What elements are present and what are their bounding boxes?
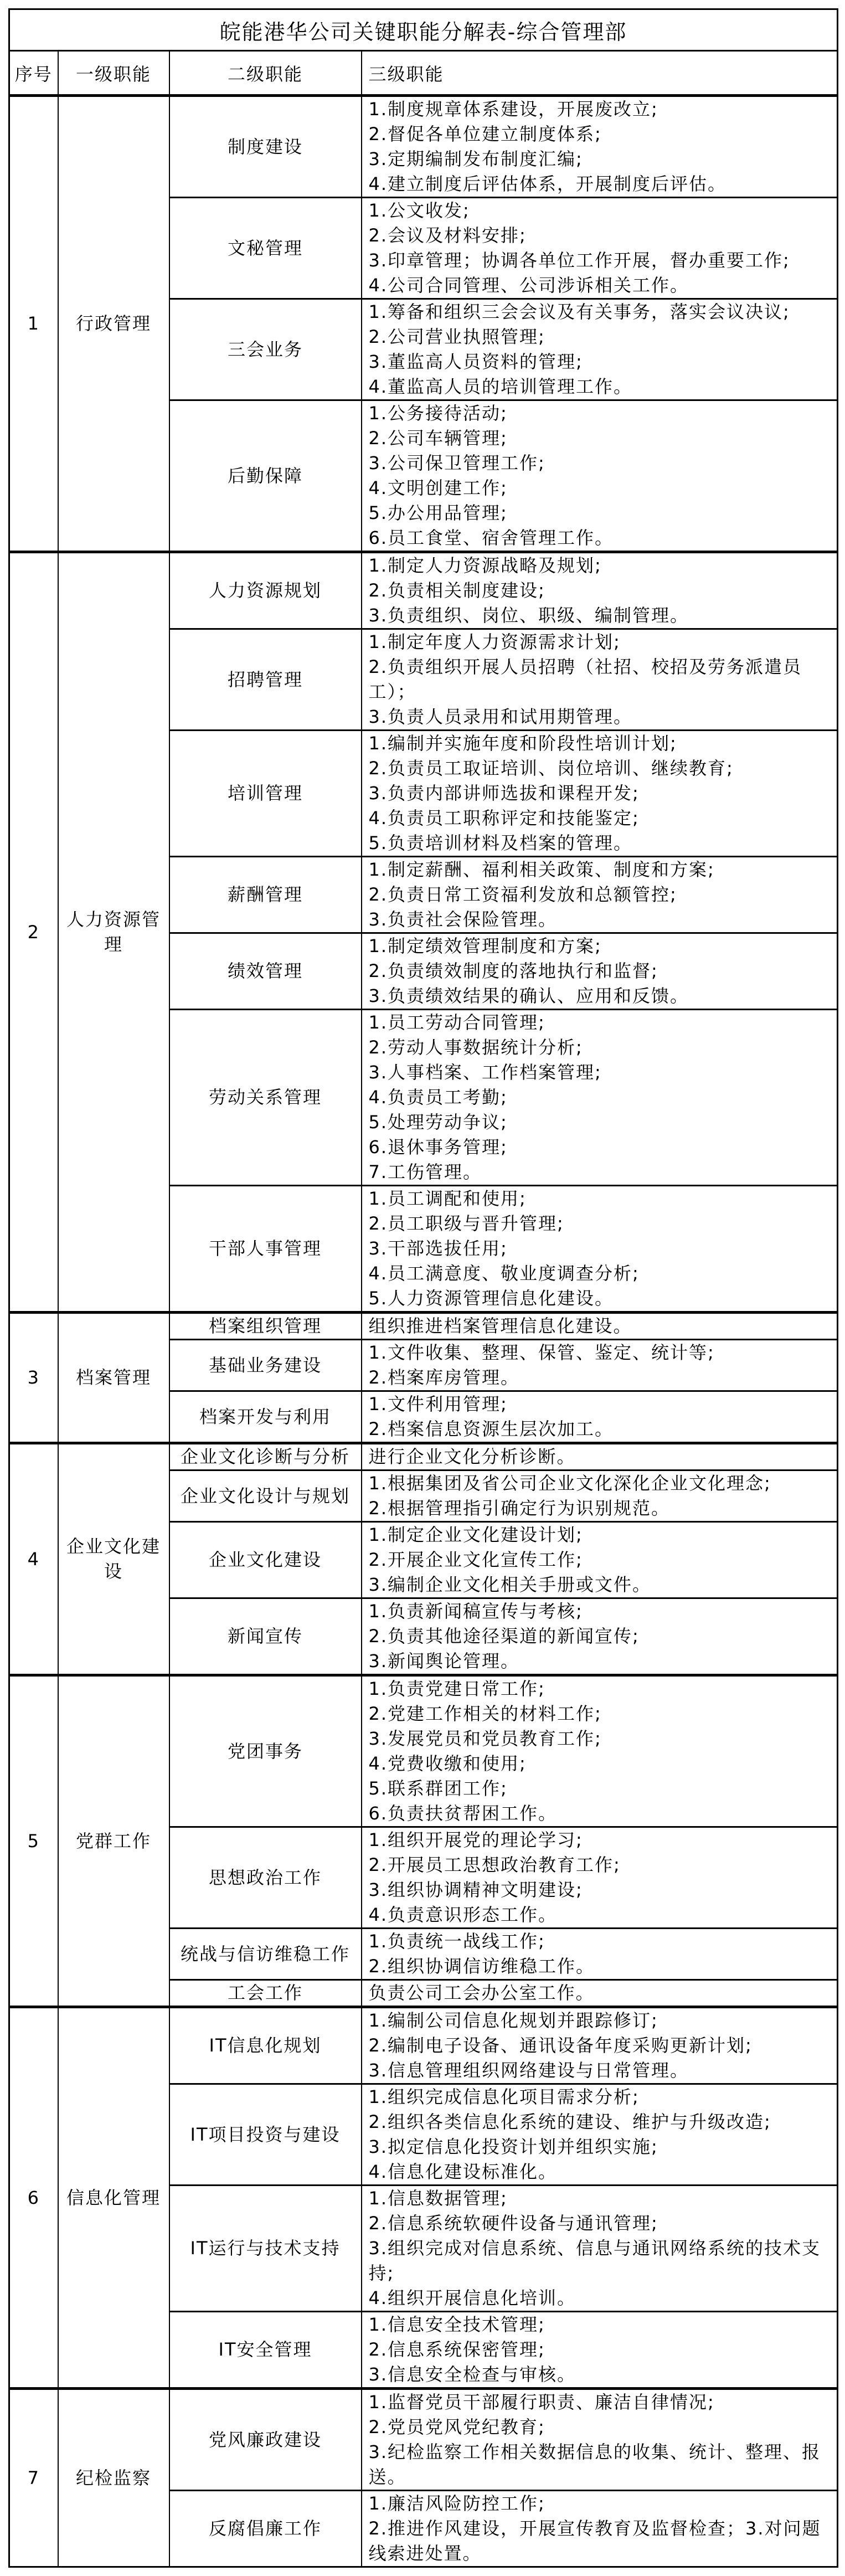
level3-item-line: 1.筹备和组织三会会议及有关事务，落实会议决议; <box>368 301 790 322</box>
level3-item-line: 2.党建工作相关的材料工作; <box>368 1703 602 1724</box>
level3-item-line: 1.公务接待活动; <box>368 403 508 424</box>
level3-item-line: 3.公司保卫管理工作; <box>368 453 545 474</box>
level3-item-line: 2.党员党风党纪教育; <box>368 2416 545 2438</box>
level3-item-line: 2.负责组织开展人员招聘（社招、校招及劳务派遣员 <box>368 656 802 677</box>
level3-item-line: 6.负责扶贫帮困工作。 <box>368 1803 558 1824</box>
level3-items <box>362 1929 838 1980</box>
level3-item-line: 4.董监高人员的培训管理工作。 <box>368 376 633 397</box>
level3-item-line: 3.新闻舆论管理。 <box>368 1651 520 1672</box>
level3-item-line: 2.组织各类信息化系统的建设、维护与升级改造; <box>368 2111 771 2132</box>
level3-item-line: 1.员工劳动合同管理; <box>368 1012 545 1033</box>
level2-function: 文秘管理 <box>169 198 362 299</box>
level3-item-line: 2.负责绩效制度的落地执行和监督; <box>368 960 658 981</box>
level3-item-line: 2.开展员工思想政治教育工作; <box>368 1854 621 1875</box>
level2-function: 企业文化建设 <box>169 1522 362 1598</box>
level2-function: 档案组织管理 <box>169 1313 362 1340</box>
group-number: 4 <box>9 1443 58 1675</box>
level3-item-line: 2.会议及材料安排; <box>368 225 527 246</box>
level3-item-line: 1.负责统一战线工作; <box>368 1931 545 1952</box>
level2-function: 党团事务 <box>169 1675 362 1827</box>
level3-items <box>362 933 838 1010</box>
column-header-no: 序号 <box>9 51 58 96</box>
table-row <box>9 552 838 629</box>
title-row <box>9 9 838 51</box>
level1-function-line: 企业文化建 <box>66 1536 161 1557</box>
level3-item-line: 1.制度规章体系建设，开展废改立; <box>368 99 658 120</box>
level3-item-line: 5.办公用品管理; <box>368 502 508 523</box>
group-number: 2 <box>9 552 58 1313</box>
level3-items <box>362 1391 838 1443</box>
column-header-level3: 三级职能 <box>362 51 838 96</box>
level3-item-line: 2.档案信息资源生层次加工。 <box>368 1418 614 1439</box>
level3-item-line: 1.公文收发; <box>368 200 470 221</box>
level3-item-line: 1.制定人力资源战略及规划; <box>368 555 602 576</box>
level3-item-line: 2.督促各单位建立制度体系; <box>368 124 602 145</box>
level2-function: 统战与信访维稳工作 <box>169 1929 362 1980</box>
level3-items <box>362 1675 838 1827</box>
level3-item-line: 4.公司合同管理、公司涉诉相关工作。 <box>368 275 689 296</box>
level2-function: IT项目投资与建设 <box>169 2084 362 2186</box>
level3-items <box>362 1980 838 2007</box>
level3-item-line: 2.负责日常工资福利发放和总额管控; <box>368 884 677 905</box>
level3-item-line: 2.劳动人事数据统计分析; <box>368 1037 583 1058</box>
table-row <box>9 1443 838 1470</box>
level3-item-line: 1.负责新闻稿宣传与考核; <box>368 1601 583 1622</box>
level2-function: 招聘管理 <box>169 629 362 731</box>
level3-item-line: 3.组织协调精神文明建设; <box>368 1879 583 1900</box>
level3-item-line: 4.员工满意度、敬业度调查分析; <box>368 1263 640 1284</box>
level3-item-line: 3.纪检监察工作相关数据信息的收集、统计、整理、报 <box>368 2441 821 2462</box>
level3-item-line: 线索进处置。 <box>368 2543 482 2564</box>
level3-items <box>362 2389 838 2491</box>
level3-item-line: 3.干部选拔任用; <box>368 1238 508 1259</box>
level1-function-line: 人力资源管 <box>66 909 161 930</box>
level3-items <box>362 1522 838 1598</box>
level2-function: 新闻宣传 <box>169 1598 362 1675</box>
table-row <box>9 2007 838 2084</box>
level3-item-line: 1.组织开展党的理论学习; <box>368 1829 583 1850</box>
level3-item-line: 1.制定年度人力资源需求计划; <box>368 631 621 652</box>
level3-item-line: 4.党费收缴和使用; <box>368 1753 527 1774</box>
level2-function: 企业文化设计与规划 <box>169 1470 362 1522</box>
level3-item-line: 3.负责内部讲师选拔和课程开发; <box>368 783 640 804</box>
level3-item-line: 2.组织协调信访维稳工作。 <box>368 1956 595 1977</box>
level3-item-line: 3.负责人员录用和试用期管理。 <box>368 706 633 727</box>
level2-function: 档案开发与利用 <box>169 1391 362 1443</box>
level2-function: 企业文化诊断与分析 <box>169 1443 362 1470</box>
level2-function: 制度建设 <box>169 96 362 198</box>
level3-item-line: 3.定期编制发布制度汇编; <box>368 148 583 169</box>
level3-item-line: 3.拟定信息化投资计划并组织实施; <box>368 2136 658 2157</box>
level3-item-line: 1.编制公司信息化规划并跟踪修订; <box>368 2010 658 2031</box>
level3-item-line: 3.信息管理组织网络建设与日常管理。 <box>368 2060 689 2081</box>
table-row <box>9 1675 838 1827</box>
level3-items <box>362 198 838 299</box>
level3-item-line: 5.联系群团工作; <box>368 1778 508 1799</box>
level3-items <box>362 857 838 933</box>
level3-item-line: 1.信息数据管理; <box>368 2188 508 2209</box>
level3-items <box>362 2491 838 2567</box>
level3-item-line: 3.印章管理；协调各单位工作开展，督办重要工作; <box>368 250 790 271</box>
level3-item-line: 3.负责组织、岗位、职级、编制管理。 <box>368 605 689 626</box>
header-row <box>9 51 838 96</box>
level3-item-line: 4.组织开展信息化培训。 <box>368 2287 576 2308</box>
level3-item-line: 3.组织完成对信息系统、信息与通讯网络系统的技术支 <box>368 2238 821 2259</box>
level3-items <box>362 96 838 198</box>
level3-item-line: 4.负责员工职称评定和技能鉴定; <box>368 808 640 829</box>
level3-item-line: 4.信息化建设标准化。 <box>368 2161 558 2182</box>
level3-item-line: 1.制定企业文化建设计划; <box>368 1524 583 1545</box>
level3-items <box>362 731 838 857</box>
level2-function: 劳动关系管理 <box>169 1010 362 1186</box>
table-row <box>9 1313 838 1340</box>
level1-function <box>58 96 169 552</box>
level3-item-line: 2.开展企业文化宣传工作; <box>368 1549 583 1570</box>
level3-items <box>362 1186 838 1313</box>
level2-function: 绩效管理 <box>169 933 362 1010</box>
level3-item-line: 1.制定绩效管理制度和方案; <box>368 935 602 957</box>
level1-function-line: 信息化管理 <box>66 2187 161 2208</box>
level2-function: 基础业务建设 <box>169 1340 362 1391</box>
level3-items <box>362 1598 838 1675</box>
table-row <box>9 2389 838 2491</box>
level3-item-line: 1.根据集团及省公司企业文化深化企业文化理念; <box>368 1473 771 1494</box>
level3-items <box>362 1827 838 1929</box>
level3-items <box>362 1313 838 1340</box>
level3-item-line: 3.负责社会保险管理。 <box>368 909 558 930</box>
level1-function-line: 党群工作 <box>75 1830 151 1852</box>
level3-item-line: 3.信息安全检查与审核。 <box>368 2364 576 2385</box>
level3-item-line: 2.负责员工取证培训、岗位培训、继续教育; <box>368 758 734 779</box>
level3-item-line: 4.文明创建工作; <box>368 477 508 498</box>
level3-item-line: 1.编制并实施年度和阶段性培训计划; <box>368 733 677 754</box>
level3-items <box>362 2007 838 2084</box>
column-header-level1: 一级职能 <box>58 51 169 96</box>
level3-item-line: 2.信息系统软硬件设备与通讯管理; <box>368 2213 658 2234</box>
level2-function: 干部人事管理 <box>169 1186 362 1313</box>
level3-item-line: 2.公司营业执照管理; <box>368 326 545 347</box>
level3-items <box>362 1010 838 1186</box>
level3-item-line: 6.退休事务管理; <box>368 1137 508 1158</box>
level1-function <box>58 1313 169 1443</box>
level3-item-line: 3.负责绩效结果的确认、应用和反馈。 <box>368 985 689 1006</box>
level2-function: 反腐倡廉工作 <box>169 2491 362 2567</box>
level3-item-line: 2.推进作风建设，开展宣传教育及监督检查；3.对问题 <box>368 2518 821 2539</box>
level3-items <box>362 2186 838 2312</box>
level3-item-line: 1.组织完成信息化项目需求分析; <box>368 2086 640 2107</box>
level3-item-line: 进行企业文化分析诊断。 <box>368 1446 576 1467</box>
level3-item-line: 负责公司工会办公室工作。 <box>368 1982 595 2003</box>
level3-items <box>362 629 838 731</box>
level3-item-line: 2.公司车辆管理; <box>368 428 508 449</box>
level2-function: 人力资源规划 <box>169 552 362 629</box>
level3-items <box>362 400 838 552</box>
level3-item-line: 2.负责其他途径渠道的新闻宣传; <box>368 1626 640 1647</box>
level3-item-line: 4.负责员工考勤; <box>368 1087 508 1108</box>
level1-function-line: 纪检监察 <box>75 2467 151 2488</box>
level3-item-line: 1.文件收集、整理、保管、鉴定、统计等; <box>368 1342 715 1363</box>
level3-item-line: 5.负责培训材料及档案的管理。 <box>368 832 633 853</box>
level3-item-line: 1.负责党建日常工作; <box>368 1678 545 1699</box>
level3-item-line: 3.董监高人员资料的管理; <box>368 351 583 372</box>
level3-item-line: 3.发展党员和党员教育工作; <box>368 1728 602 1749</box>
level3-item-line: 2.信息系统保密管理; <box>368 2339 545 2360</box>
level3-item-line: 2.档案库房管理。 <box>368 1367 520 1388</box>
level2-function: 思想政治工作 <box>169 1827 362 1929</box>
level3-item-line: 送。 <box>368 2466 406 2487</box>
level3-item-line: 2.负责相关制度建设; <box>368 580 545 601</box>
level3-item-line: 1.廉洁风险防控工作; <box>368 2493 545 2514</box>
page-title: 皖能港华公司关键职能分解表-综合管理部 <box>9 9 838 51</box>
column-header-level2: 二级职能 <box>169 51 362 96</box>
level2-function: 党风廉政建设 <box>169 2389 362 2491</box>
level3-item-line: 6.员工食堂、宿舍管理工作。 <box>368 527 614 548</box>
group-number: 7 <box>9 2389 58 2567</box>
group-number: 1 <box>9 96 58 552</box>
level1-function <box>58 1675 169 2007</box>
level3-item-line: 持; <box>368 2263 395 2284</box>
level2-function: 三会业务 <box>169 299 362 400</box>
level3-items <box>362 299 838 400</box>
level1-function-line: 档案管理 <box>75 1367 151 1388</box>
level3-item-line: 5.处理劳动争议; <box>368 1112 508 1133</box>
level3-item-line: 组织推进档案管理信息化建设。 <box>368 1315 632 1336</box>
level3-item-line: 2.根据管理指引确定行为识别规范。 <box>368 1498 671 1519</box>
level2-function: 后勤保障 <box>169 400 362 552</box>
level3-item-line: 3.编制企业文化相关手册或文件。 <box>368 1574 652 1595</box>
level3-item-line: 4.建立制度后评估体系，开展制度后评估。 <box>368 173 727 194</box>
level3-items <box>362 552 838 629</box>
level3-items <box>362 1470 838 1522</box>
level3-item-line: 1.监督党员干部履行职责、廉洁自律情况; <box>368 2392 715 2413</box>
level1-function <box>58 2389 169 2567</box>
group-number: 6 <box>9 2007 58 2389</box>
level3-item-line: 5.人力资源管理信息化建设。 <box>368 1288 614 1309</box>
level3-items <box>362 2084 838 2186</box>
level3-item-line: 2.员工职级与晋升管理; <box>368 1213 564 1234</box>
level2-function: IT信息化规划 <box>169 2007 362 2084</box>
level3-item-line: 工）； <box>368 681 416 702</box>
level2-function: IT运行与技术支持 <box>169 2186 362 2312</box>
level1-function <box>58 552 169 1313</box>
level1-function-line: 行政管理 <box>75 313 151 334</box>
level1-function <box>58 2007 169 2389</box>
level3-items <box>362 2312 838 2389</box>
table-row <box>9 96 838 198</box>
level1-function-line: 设 <box>104 1561 123 1582</box>
function-decomposition-table <box>8 8 838 2568</box>
level3-item-line: 1.信息安全技术管理; <box>368 2314 545 2335</box>
level2-function: IT安全管理 <box>169 2312 362 2389</box>
level1-function <box>58 1443 169 1675</box>
level3-item-line: 1.员工调配和使用; <box>368 1188 527 1209</box>
level2-function: 培训管理 <box>169 731 362 857</box>
level3-item-line: 3.人事档案、工作档案管理; <box>368 1062 602 1083</box>
level3-item-line: 7.工伤管理。 <box>368 1161 482 1182</box>
level3-item-line: 4.负责意识形态工作。 <box>368 1904 558 1925</box>
level3-item-line: 2.编制电子设备、通讯设备年度采购更新计划; <box>368 2035 753 2056</box>
level3-items <box>362 1443 838 1470</box>
level1-function-line: 理 <box>104 934 123 955</box>
level3-item-line: 1.制定薪酬、福利相关政策、制度和方案; <box>368 859 715 880</box>
group-number: 3 <box>9 1313 58 1443</box>
level3-items <box>362 1340 838 1391</box>
level2-function: 薪酬管理 <box>169 857 362 933</box>
group-number: 5 <box>9 1675 58 2007</box>
level3-item-line: 1.文件利用管理; <box>368 1394 508 1415</box>
level2-function: 工会工作 <box>169 1980 362 2007</box>
